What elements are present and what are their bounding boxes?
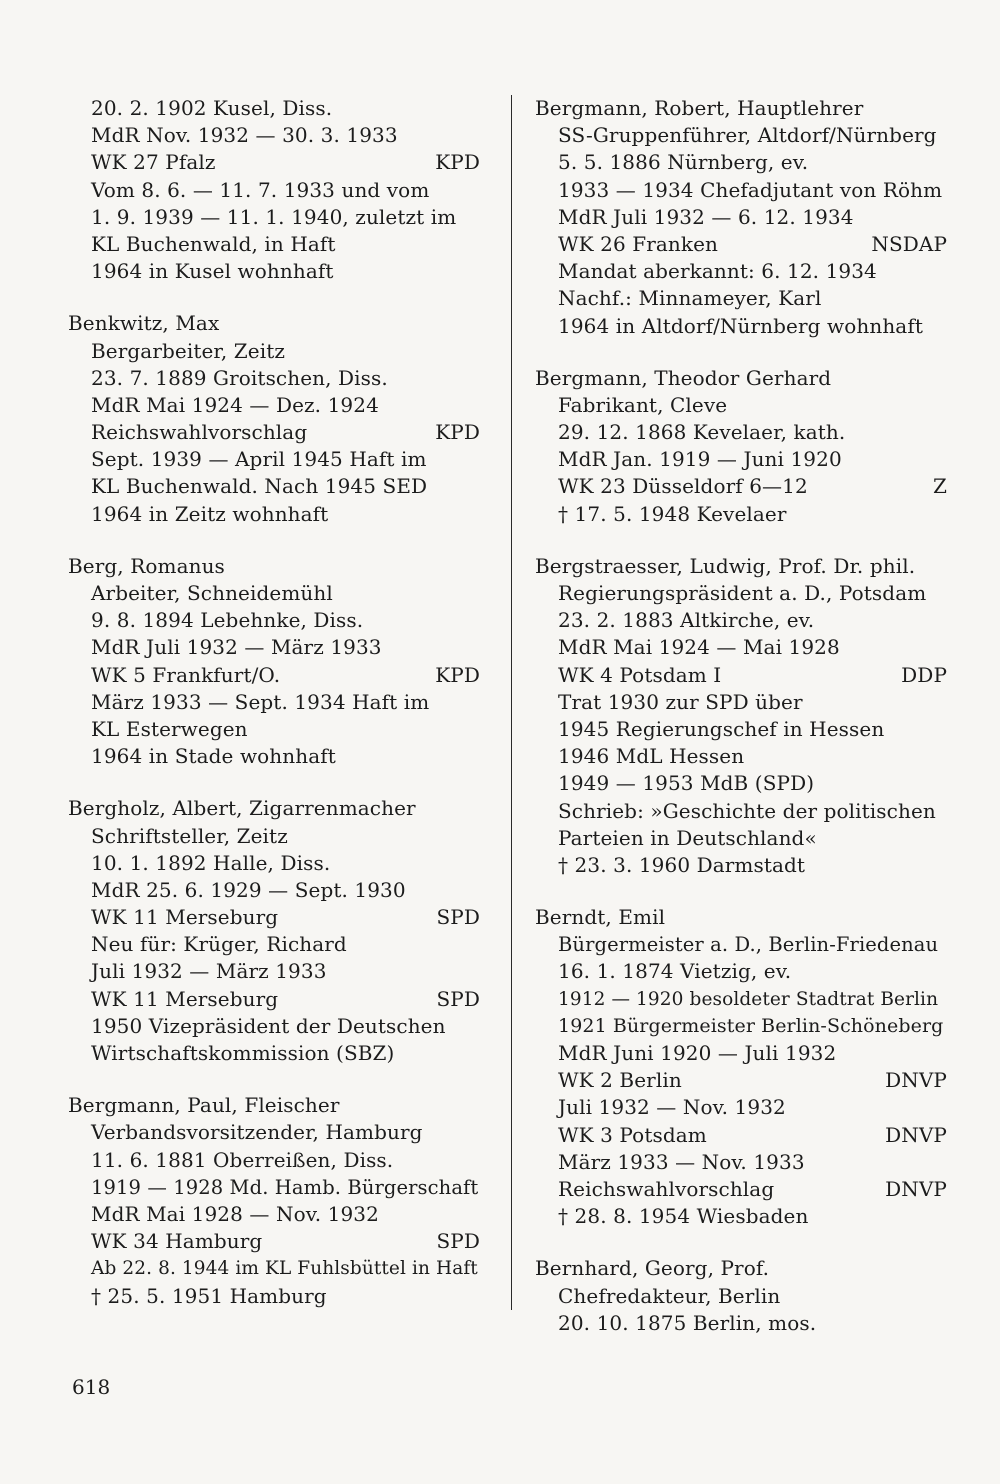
- biography-entry: [535, 1255, 947, 1337]
- entry-heading: [68, 310, 480, 337]
- entry-text: Sept. 1939 — April 1945 Haft im: [91, 447, 427, 472]
- entry-text: MdR Juli 1932 — 6. 12. 1934: [558, 204, 854, 229]
- entry-text: 1964 in Kusel wohnhaft: [91, 259, 334, 284]
- party-label: DNVP: [885, 1176, 947, 1201]
- entry-text: 1921 Bürgermeister Berlin-Schöneberg: [558, 1014, 944, 1037]
- entry-text: MdR 25. 6. 1929 — Sept. 1930: [91, 877, 406, 902]
- entry-line: [68, 1013, 480, 1040]
- biography-entry: [68, 310, 480, 528]
- entry-text: Chefredakteur, Berlin: [558, 1283, 781, 1308]
- entry-text: WK 11 Merseburg: [91, 986, 279, 1011]
- entry-text: Juli 1932 — März 1933: [91, 959, 327, 984]
- party-label: NSDAP: [871, 231, 947, 256]
- entry-line: [535, 580, 947, 607]
- entry-line: [535, 392, 947, 419]
- entry-line: [68, 850, 480, 877]
- biography-entry: [535, 904, 947, 1230]
- entry-text: Benkwitz, Max: [68, 311, 220, 336]
- entry-heading: [535, 365, 947, 392]
- entry-text: MdR Mai 1928 — Nov. 1932: [91, 1201, 379, 1226]
- right-column: [535, 95, 947, 1362]
- entry-line: [68, 338, 480, 365]
- entry-text: MdR Juni 1920 — Juli 1932: [558, 1041, 837, 1065]
- entry-text: KL Esterwegen: [91, 716, 248, 741]
- entry-heading: [535, 904, 947, 931]
- entry-text: März 1933 — Nov. 1933: [558, 1149, 805, 1174]
- entry-line: [535, 1067, 947, 1094]
- entry-heading: [535, 553, 947, 580]
- entry-line: [68, 1283, 480, 1310]
- entry-text: 1964 in Stade wohnhaft: [91, 744, 336, 769]
- left-column: [68, 95, 480, 1335]
- entry-line: [68, 986, 480, 1013]
- entry-text: 11. 6. 1881 Oberreißen, Diss.: [91, 1147, 394, 1172]
- entry-line: [535, 285, 947, 312]
- entry-line: [535, 986, 947, 1013]
- entry-line: [535, 743, 947, 770]
- entry-text: Bergmann, Paul, Fleischer: [68, 1093, 340, 1118]
- entry-text: 1964 in Altdorf/Nürnberg wohnhaft: [558, 313, 923, 338]
- entry-heading: [68, 553, 480, 580]
- entry-line: [535, 662, 947, 689]
- entry-text: 20. 2. 1902 Kusel, Diss.: [91, 96, 333, 120]
- entry-line: [68, 473, 480, 500]
- entry-text: MdR Jan. 1919 — Juni 1920: [558, 447, 842, 472]
- entry-line: [68, 634, 480, 661]
- entry-line: [68, 258, 480, 285]
- entry-text: Neu für: Krüger, Richard: [91, 932, 347, 957]
- entry-line: [535, 1040, 947, 1067]
- entry-text: 1946 MdL Hessen: [558, 744, 745, 769]
- biography-entry: [68, 95, 480, 285]
- page-number: 618: [72, 1375, 111, 1399]
- entry-line: [535, 689, 947, 716]
- entry-text: März 1933 — Sept. 1934 Haft im: [91, 689, 430, 714]
- entry-text: Juli 1932 — Nov. 1932: [558, 1095, 786, 1120]
- entry-line: [68, 931, 480, 958]
- entry-text: 1919 — 1928 Md. Hamb. Bürgerschaft: [91, 1175, 479, 1199]
- biography-entry: [535, 365, 947, 528]
- entry-text: WK 5 Frankfurt/O.: [91, 662, 281, 687]
- entry-line: [535, 634, 947, 661]
- entry-text: Fabrikant, Cleve: [558, 392, 728, 417]
- entry-line: [68, 204, 480, 231]
- entry-line: [535, 1122, 947, 1149]
- party-label: Z: [933, 474, 947, 499]
- column-divider: [511, 95, 512, 1310]
- entry-text: Arbeiter, Schneidemühl: [91, 581, 333, 605]
- entry-line: [535, 1149, 947, 1176]
- entry-line: [68, 177, 480, 204]
- entry-text: Bergmann, Robert, Hauptlehrer: [535, 96, 864, 120]
- entry-text: 1964 in Zeitz wohnhaft: [91, 501, 329, 526]
- party-label: SPD: [436, 1229, 480, 1254]
- entry-line: [535, 716, 947, 743]
- entry-line: [535, 122, 947, 149]
- biography-entry: [68, 553, 480, 771]
- entry-line: [535, 204, 947, 231]
- entry-text: WK 26 Franken: [558, 231, 719, 256]
- entry-line: [535, 770, 947, 797]
- entry-line: [68, 1174, 480, 1201]
- entry-text: 20. 10. 1875 Berlin, mos.: [558, 1310, 817, 1335]
- entry-line: [535, 1203, 947, 1230]
- entry-text: 16. 1. 1874 Vietzig, ev.: [558, 959, 792, 984]
- entry-text: Schriftsteller, Zeitz: [91, 823, 288, 848]
- entry-text: 23. 2. 1883 Altkirche, ev.: [558, 608, 815, 633]
- biography-entry: [68, 795, 480, 1067]
- entry-text: 1912 — 1920 besoldeter Stadtrat Berlin: [558, 988, 939, 1010]
- party-label: DNVP: [885, 1122, 947, 1147]
- entry-text: Mandat aberkannt: 6. 12. 1934: [558, 259, 877, 284]
- entry-text: Bergholz, Albert, Zigarrenmacher: [68, 796, 416, 821]
- entry-line: [68, 231, 480, 258]
- entry-line: [68, 122, 480, 149]
- entry-line: [68, 365, 480, 392]
- entry-text: KL Buchenwald, in Haft: [91, 231, 336, 256]
- entry-line: [535, 313, 947, 340]
- entry-line: [68, 689, 480, 716]
- entry-line: [68, 1040, 480, 1067]
- entry-line: [535, 149, 947, 176]
- entry-line: [535, 1094, 947, 1121]
- entry-line: [68, 1147, 480, 1174]
- entry-text: MdR Juli 1932 — März 1933: [91, 635, 382, 660]
- entry-line: [535, 931, 947, 958]
- entry-line: [535, 419, 947, 446]
- entry-text: SS-Gruppenführer, Altdorf/Nürnberg: [558, 123, 937, 148]
- entry-line: [68, 877, 480, 904]
- entry-line: [535, 1013, 947, 1040]
- entry-line: [68, 1255, 480, 1282]
- entry-text: † 23. 3. 1960 Darmstadt: [558, 852, 806, 877]
- entry-line: [68, 580, 480, 607]
- entry-line: [535, 473, 947, 500]
- party-label: KPD: [435, 662, 480, 687]
- entry-text: 5. 5. 1886 Nürnberg, ev.: [558, 150, 809, 175]
- party-label: SPD: [436, 986, 480, 1011]
- entry-line: [535, 446, 947, 473]
- entry-line: [68, 904, 480, 931]
- entry-text: Reichswahlvorschlag: [558, 1176, 775, 1201]
- entry-text: Bergstraesser, Ludwig, Prof. Dr. phil.: [535, 553, 916, 578]
- entry-text: WK 3 Potsdam: [558, 1122, 707, 1147]
- entry-text: 1950 Vizepräsident der Deutschen: [91, 1013, 446, 1038]
- entry-text: † 28. 8. 1954 Wiesbaden: [558, 1204, 809, 1229]
- entry-text: Bernhard, Georg, Prof.: [535, 1256, 770, 1281]
- entry-text: 1. 9. 1939 — 11. 1. 1940, zuletzt im: [91, 204, 457, 229]
- entry-text: WK 2 Berlin: [558, 1068, 682, 1093]
- biography-entry: [535, 95, 947, 340]
- entry-text: Regierungspräsident a. D., Potsdam: [558, 581, 927, 605]
- entry-line: [535, 258, 947, 285]
- entry-line: [68, 958, 480, 985]
- entry-line: [535, 825, 947, 852]
- entry-line: [68, 501, 480, 528]
- entry-text: Nachf.: Minnameyer, Karl: [558, 286, 822, 311]
- entry-text: Bürgermeister a. D., Berlin-Friedenau: [558, 933, 939, 957]
- entry-text: Trat 1930 zur SPD über: [558, 689, 803, 714]
- entry-line: [535, 1310, 947, 1337]
- entry-line: [535, 798, 947, 825]
- entry-line: [68, 823, 480, 850]
- biography-entry: [68, 1092, 480, 1310]
- entry-text: WK 4 Potsdam I: [558, 662, 722, 687]
- entry-line: [68, 662, 480, 689]
- entry-text: Vom 8. 6. — 11. 7. 1933 und vom: [91, 177, 430, 202]
- entry-text: 23. 7. 1889 Groitschen, Diss.: [91, 365, 388, 390]
- entry-heading: [68, 795, 480, 822]
- party-label: DDP: [901, 662, 947, 687]
- entry-line: [535, 607, 947, 634]
- entry-line: [68, 1119, 480, 1146]
- entry-line: [68, 607, 480, 634]
- entry-line: [68, 95, 480, 122]
- entry-text: 1945 Regierungschef in Hessen: [558, 716, 885, 741]
- entry-line: [68, 149, 480, 176]
- party-label: SPD: [436, 905, 480, 930]
- entry-text: Berndt, Emil: [535, 905, 666, 930]
- entry-text: † 17. 5. 1948 Kevelaer: [558, 501, 787, 526]
- entry-line: [535, 231, 947, 258]
- entry-line: [68, 743, 480, 770]
- entry-text: Parteien in Deutschland«: [558, 825, 817, 850]
- entry-text: Berg, Romanus: [68, 553, 225, 578]
- entry-line: [68, 1228, 480, 1255]
- entry-text: 9. 8. 1894 Lebehnke, Diss.: [91, 608, 364, 633]
- party-label: KPD: [435, 420, 480, 445]
- entry-line: [535, 958, 947, 985]
- entry-text: Bergmann, Theodor Gerhard: [535, 365, 832, 390]
- entry-text: Bergarbeiter, Zeitz: [91, 338, 285, 363]
- entry-text: MdR Mai 1924 — Mai 1928: [558, 635, 840, 660]
- entry-text: 1949 — 1953 MdB (SPD): [558, 771, 815, 796]
- entry-text: Ab 22. 8. 1944 im KL Fuhlsbüttel in Haft: [91, 1258, 478, 1280]
- entry-line: [68, 419, 480, 446]
- entry-text: 29. 12. 1868 Kevelaer, kath.: [558, 420, 846, 445]
- entry-line: [535, 1176, 947, 1203]
- entry-text: 1933 — 1934 Chefadjutant von Röhm: [558, 177, 943, 202]
- entry-line: [535, 852, 947, 879]
- entry-line: [68, 392, 480, 419]
- entry-heading: [68, 1092, 480, 1119]
- entry-heading: [535, 95, 947, 122]
- entry-line: [535, 1283, 947, 1310]
- entry-text: KL Buchenwald. Nach 1945 SED: [91, 474, 428, 499]
- biography-entry: [535, 553, 947, 879]
- entry-text: MdR Mai 1924 — Dez. 1924: [91, 392, 379, 417]
- entry-text: WK 34 Hamburg: [91, 1229, 263, 1254]
- entry-text: 10. 1. 1892 Halle, Diss.: [91, 850, 331, 875]
- entry-line: [535, 177, 947, 204]
- entry-text: MdR Nov. 1932 — 30. 3. 1933: [91, 123, 398, 148]
- entry-text: Reichswahlvorschlag: [91, 420, 308, 445]
- party-label: DNVP: [885, 1068, 947, 1093]
- entry-text: WK 27 Pfalz: [91, 150, 216, 175]
- entry-text: Verbandsvorsitzender, Hamburg: [91, 1120, 423, 1145]
- party-label: KPD: [435, 150, 480, 175]
- entry-text: WK 23 Düsseldorf 6—12: [558, 474, 808, 499]
- entry-heading: [535, 1255, 947, 1282]
- entry-text: Wirtschaftskommission (SBZ): [91, 1041, 395, 1065]
- entry-line: [68, 446, 480, 473]
- entry-line: [535, 501, 947, 528]
- entry-text: WK 11 Merseburg: [91, 905, 279, 930]
- entry-text: Schrieb: »Geschichte der politischen: [558, 798, 936, 823]
- entry-text: † 25. 5. 1951 Hamburg: [91, 1283, 327, 1308]
- entry-line: [68, 1201, 480, 1228]
- entry-line: [68, 716, 480, 743]
